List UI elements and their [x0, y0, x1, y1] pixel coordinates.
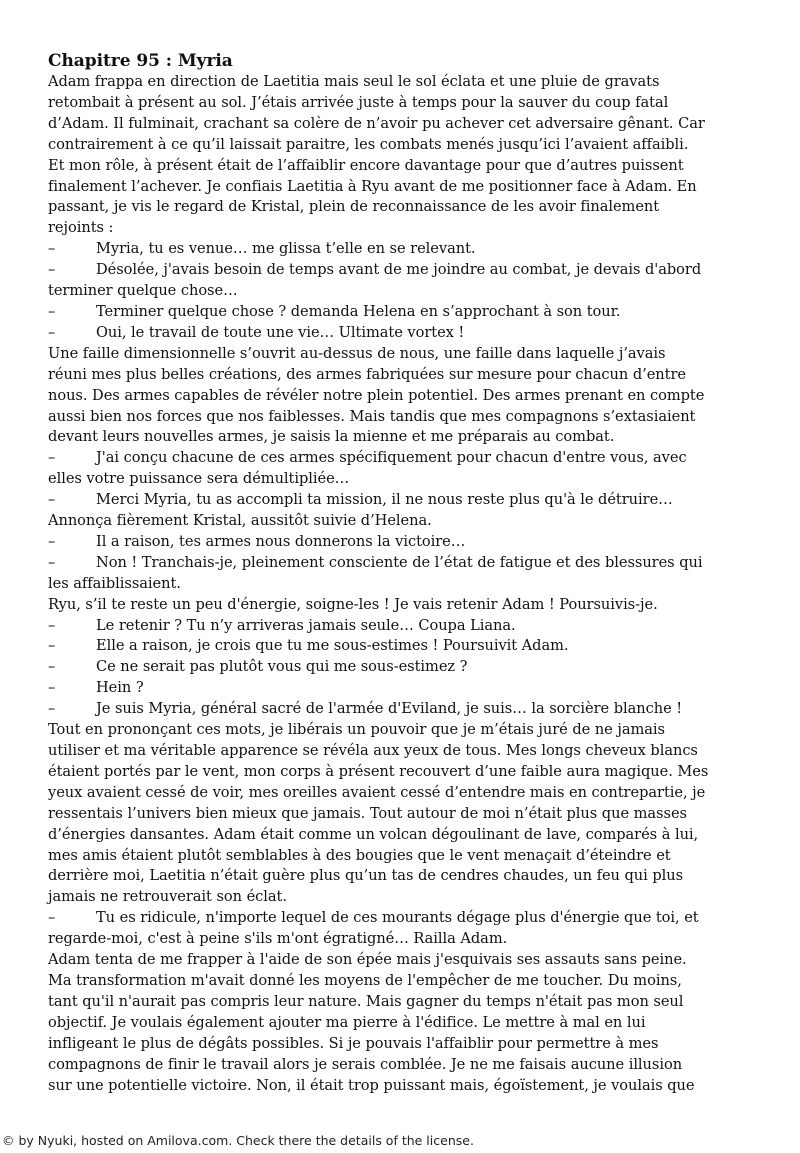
text-line [48, 574, 760, 595]
text-line [48, 156, 760, 177]
dialogue-line [48, 636, 760, 657]
dialogue-dash: – [48, 700, 56, 718]
line-text: Et mon rôle, à présent était de l’affaiblir encore davantage pour que d’autres puissent [48, 156, 684, 174]
text-line [48, 1034, 760, 1055]
dialogue-dash: – [48, 637, 56, 655]
dialogue-line [48, 239, 760, 260]
text-line [48, 595, 760, 616]
dialogue-dash: – [48, 449, 56, 467]
line-text: Une faille dimensionnelle s’ouvrit au-dessus de nous, une faille dans laquelle j’avais [48, 344, 666, 362]
line-text: passant, je vis le regard de Kristal, plein de reconnaissance de les avoir finalement [48, 198, 660, 216]
text-line [48, 177, 760, 198]
text-line [48, 887, 760, 908]
dialogue-dash: – [48, 491, 56, 509]
line-text: tant qu'il n'aurait pas compris leur nature. Mais gagner du temps n'était pas mon seul [48, 992, 684, 1010]
line-text: finalement l’achever. Je confiais Laetitia à Ryu avant de me positionner face à Adam. En [48, 177, 697, 195]
dialogue-dash: – [48, 909, 56, 927]
line-text: devant leurs nouvelles armes, je saisis la mienne et me préparais au combat. [48, 428, 615, 446]
line-text: terminer quelque chose… [48, 282, 238, 300]
dialogue-dash: – [48, 261, 56, 279]
dialogue-line [48, 678, 760, 699]
dialogue-dash: – [48, 532, 56, 550]
text-line [48, 386, 760, 407]
dialogue-line [48, 323, 760, 344]
text-line [48, 93, 760, 114]
dialogue-dash: – [48, 240, 56, 258]
line-text: retombait à présent au sol. J’étais arrivée juste à temps pour la sauver du coup fatal [48, 93, 669, 111]
line-text: Désolée, j'avais besoin de temps avant de me joindre au combat, je devais d'abord [96, 261, 702, 279]
dialogue-line [48, 553, 760, 574]
text-line [48, 971, 760, 992]
line-text: derrière moi, Laetitia n’était guère plus qu’un tas de cendres chaudes, un feu qui plus [48, 867, 684, 885]
line-text: d’Adam. Il fulminait, crachant sa colère de n’avoir pu achever cet adversaire gênant. Car [48, 114, 705, 132]
text-line [48, 762, 760, 783]
line-text: Ce ne serait pas plutôt vous qui me sous-estimez ? [96, 658, 468, 676]
text-line [48, 1076, 760, 1097]
text-line [48, 783, 760, 804]
text-line [48, 1055, 760, 1076]
dialogue-dash: – [48, 553, 56, 571]
line-text: infligeant le plus de dégâts possibles. Si je pouvais l'affaiblir pour permettre à mes [48, 1034, 659, 1052]
line-text: compagnons de finir le travail alors je serais comblée. Je ne me faisais aucune illusion [48, 1055, 683, 1073]
text-line [48, 197, 760, 218]
line-text: utiliser et ma véritable apparence se révéla aux yeux de tous. Mes longs cheveux blancs [48, 742, 698, 759]
line-text: Le retenir ? Tu n’y arriveras jamais seule… Coupa Liana. [96, 616, 516, 634]
line-text: mes amis étaient plutôt semblables à des bougies que le vent menaçait d’éteindre et [48, 846, 671, 864]
text-line [48, 950, 760, 971]
line-text: nous. Des armes capables de révéler notre plein potentiel. Des armes prenant en compte [48, 386, 705, 404]
text-line [48, 72, 760, 93]
text-line [48, 846, 760, 867]
text-line [48, 804, 760, 825]
line-text: contrairement à ce qu’il laissait paraitre, les combats menés jusqu’ici l’avaient affaibli. [48, 135, 689, 153]
dialogue-line [48, 616, 760, 637]
text-line [48, 825, 760, 846]
dialogue-dash: – [48, 302, 56, 320]
line-text: objectif. Je voulais également ajouter ma pierre à l'édifice. Le mettre à mal en lui [48, 1013, 646, 1031]
dialogue-line [48, 699, 760, 720]
line-text: Terminer quelque chose ? demanda Helena en s’approchant à son tour. [96, 302, 621, 320]
line-text: aussi bien nos forces que nos faiblesses. Mais tandis que mes compagnons s’extasiaient [48, 407, 696, 425]
text-line [48, 1013, 760, 1034]
text-line [48, 114, 760, 135]
dialogue-line [48, 908, 760, 929]
text-line [48, 281, 760, 302]
text-line [48, 511, 760, 532]
text-line [48, 344, 760, 365]
text-line [48, 929, 760, 950]
line-text: Merci Myria, tu as accompli ta mission, il ne nous reste plus qu'à le détruire… [96, 491, 673, 509]
dialogue-line [48, 448, 760, 469]
line-text: Elle a raison, je crois que tu me sous-estimes ! Poursuivit Adam. [96, 637, 569, 655]
line-text: Ryu, s’il te reste un peu d'énergie, soigne-les ! Je vais retenir Adam ! Poursuivis-je. [48, 595, 658, 613]
text-line [48, 365, 760, 386]
text-line [48, 407, 760, 428]
dialogue-line [48, 302, 760, 323]
text-line [48, 992, 760, 1013]
line-text: Ma transformation m'avait donné les moyens de l'empêcher de me toucher. Du moins, [48, 971, 682, 989]
text-line [48, 720, 760, 741]
text-line [48, 427, 760, 448]
line-text: yeux avaient cessé de voir, mes oreilles avaient cessé d’entendre mais en contrepartie, je [48, 783, 706, 801]
line-text: J'ai conçu chacune de ces armes spécifiquement pour chacun d'entre vous, avec [96, 449, 687, 467]
line-text: Hein ? [96, 679, 144, 697]
line-text: rejoints : [48, 219, 114, 237]
line-text: Il a raison, tes armes nous donnerons la victoire… [96, 532, 466, 550]
dialogue-line [48, 260, 760, 281]
line-text: Oui, le travail de toute une vie… Ultimate vortex ! [96, 323, 465, 341]
license-footer: © by Nyuki, hosted on Amilova.com. Check there the details of the license. [2, 1133, 474, 1148]
line-text: elles votre puissance sera démultipliée… [48, 470, 350, 488]
line-text: d’énergies dansantes. Adam était comme un volcan dégoulinant de lave, comparés à lui, [48, 825, 699, 843]
line-text: regarde-moi, c'est à peine s'ils m'ont égratigné… Railla Adam. [48, 930, 508, 948]
line-text: Adam frappa en direction de Laetitia mais seul le sol éclata et une pluie de gravats [48, 73, 660, 90]
chapter-page [48, 50, 760, 1096]
line-text: étaient portés par le vent, mon corps à présent recouvert d’une faible aura magique. Mes [48, 762, 709, 780]
line-text: Adam tenta de me frapper à l'aide de son épée mais j'esquivais ses assauts sans peine. [48, 951, 687, 969]
text-line [48, 135, 760, 156]
chapter-title: Chapitre 95 : Myria [48, 51, 233, 71]
line-text: Tout en prononçant ces mots, je libérais un pouvoir que je m’étais juré de ne jamais [48, 721, 665, 739]
line-text: Je suis Myria, général sacré de l'armée d'Eviland, je suis… la sorcière blanche ! [96, 700, 683, 718]
line-text: Annonça fièrement Kristal, aussitôt suivie d’Helena. [48, 512, 432, 530]
text-line [48, 218, 760, 239]
line-text: jamais ne retrouverait son éclat. [48, 888, 287, 906]
dialogue-dash: – [48, 616, 56, 634]
dialogue-dash: – [48, 679, 56, 697]
line-text: Myria, tu es venue… me glissa t’elle en se relevant. [96, 240, 476, 258]
line-text: réuni mes plus belles créations, des armes fabriquées sur mesure pour chacun d’entre [48, 365, 686, 383]
line-text: sur une potentielle victoire. Non, il était trop puissant mais, égoïstement, je voulais que [48, 1076, 695, 1094]
text-line [48, 469, 760, 490]
dialogue-line [48, 657, 760, 678]
dialogue-dash: – [48, 323, 56, 341]
line-text: ressentais l’univers bien mieux que jamais. Tout autour de moi n’était plus que masses [48, 804, 687, 822]
dialogue-dash: – [48, 658, 56, 676]
chapter-body [48, 72, 760, 1096]
dialogue-line [48, 490, 760, 511]
text-line [48, 866, 760, 887]
text-line [48, 741, 760, 762]
line-text: Non ! Tranchais-je, pleinement consciente de l’état de fatigue et des blessures qui [96, 553, 703, 571]
line-text: Tu es ridicule, n'importe lequel de ces mourants dégage plus d'énergie que toi, et [96, 909, 699, 927]
dialogue-line [48, 532, 760, 553]
line-text: les affaiblissaient. [48, 574, 181, 592]
